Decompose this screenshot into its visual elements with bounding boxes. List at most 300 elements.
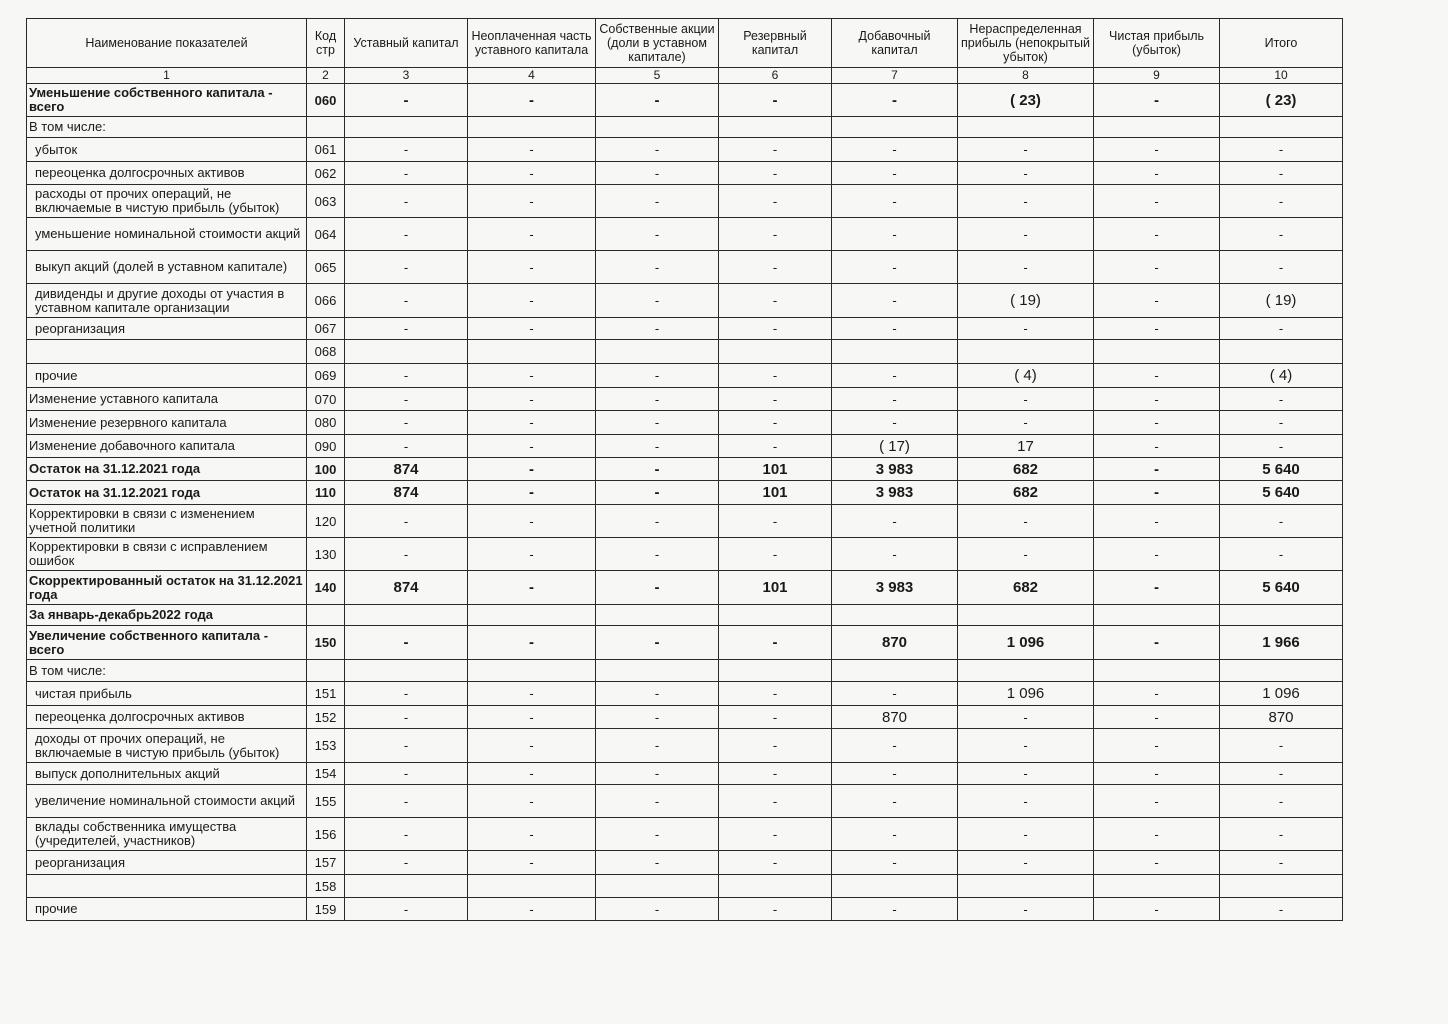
table-row <box>27 660 1343 682</box>
header-row <box>27 19 1343 68</box>
cell-col-6: - <box>719 729 832 763</box>
cell-col-9: - <box>1094 538 1220 571</box>
cell-col-6: - <box>719 538 832 571</box>
header-col-8: Нераспределенная прибыль (непокрытый убыток) <box>958 19 1094 68</box>
table-row <box>27 411 1343 435</box>
cell-col-9: - <box>1094 571 1220 605</box>
cell-col-5: - <box>596 706 719 729</box>
cell-col-8: - <box>958 185 1094 218</box>
cell-col-9 <box>1094 660 1220 682</box>
cell-col-9: - <box>1094 435 1220 458</box>
header-col-9: Чистая прибыль (убыток) <box>1094 19 1220 68</box>
cell-col-3: - <box>345 218 468 251</box>
cell-col-9: - <box>1094 898 1220 921</box>
cell-col-7: 3 983 <box>832 458 958 481</box>
cell-col-7: - <box>832 251 958 284</box>
row-code: 150 <box>307 626 345 660</box>
cell-col-5: - <box>596 729 719 763</box>
row-name: чистая прибыль <box>27 682 307 706</box>
cell-col-7 <box>832 875 958 898</box>
cell-col-3: - <box>345 251 468 284</box>
cell-col-4: - <box>468 481 596 505</box>
cell-col-4: - <box>468 818 596 851</box>
cell-col-3: - <box>345 538 468 571</box>
cell-col-10: - <box>1220 138 1343 162</box>
cell-col-3: - <box>345 318 468 340</box>
cell-col-6: - <box>719 284 832 318</box>
cell-col-10: - <box>1220 818 1343 851</box>
cell-col-4 <box>468 605 596 626</box>
row-code: 065 <box>307 251 345 284</box>
cell-col-5: - <box>596 763 719 785</box>
cell-col-5: - <box>596 898 719 921</box>
row-name: Изменение резервного капитала <box>27 411 307 435</box>
cell-col-3 <box>345 875 468 898</box>
row-code: 156 <box>307 818 345 851</box>
cell-col-9: - <box>1094 505 1220 538</box>
cell-col-6 <box>719 660 832 682</box>
cell-col-10: ( 23) <box>1220 84 1343 117</box>
cell-col-3: - <box>345 898 468 921</box>
cell-col-8: - <box>958 818 1094 851</box>
cell-col-4: - <box>468 435 596 458</box>
cell-col-7: - <box>832 538 958 571</box>
table-row <box>27 185 1343 218</box>
cell-col-4: - <box>468 388 596 411</box>
cell-col-10: 1 096 <box>1220 682 1343 706</box>
cell-col-3: - <box>345 284 468 318</box>
cell-col-9: - <box>1094 458 1220 481</box>
cell-col-5: - <box>596 505 719 538</box>
cell-col-9: - <box>1094 138 1220 162</box>
cell-col-5: - <box>596 364 719 388</box>
cell-col-6 <box>719 117 832 138</box>
cell-col-6: - <box>719 898 832 921</box>
cell-col-5: - <box>596 851 719 875</box>
row-code: 140 <box>307 571 345 605</box>
column-number: 6 <box>719 68 832 84</box>
cell-col-7: - <box>832 898 958 921</box>
cell-col-5: - <box>596 138 719 162</box>
row-name: расходы от прочих операций, не включаемые в чистую прибыль (убыток) <box>27 185 307 218</box>
cell-col-8 <box>958 340 1094 364</box>
cell-col-6 <box>719 875 832 898</box>
row-name: Уменьшение собственного капитала - всего <box>27 84 307 117</box>
row-code: 158 <box>307 875 345 898</box>
cell-col-5: - <box>596 284 719 318</box>
cell-col-6: - <box>719 706 832 729</box>
cell-col-4: - <box>468 763 596 785</box>
cell-col-6: - <box>719 505 832 538</box>
cell-col-3: - <box>345 851 468 875</box>
cell-col-5: - <box>596 571 719 605</box>
cell-col-7: - <box>832 185 958 218</box>
cell-col-8: 1 096 <box>958 682 1094 706</box>
cell-col-7: 3 983 <box>832 481 958 505</box>
cell-col-9: - <box>1094 388 1220 411</box>
cell-col-3 <box>345 605 468 626</box>
table-row <box>27 818 1343 851</box>
cell-col-3: 874 <box>345 481 468 505</box>
cell-col-10: - <box>1220 435 1343 458</box>
cell-col-3 <box>345 660 468 682</box>
cell-col-4: - <box>468 851 596 875</box>
header-code: Код стр <box>307 19 345 68</box>
cell-col-6: - <box>719 411 832 435</box>
cell-col-8: ( 23) <box>958 84 1094 117</box>
cell-col-8: ( 19) <box>958 284 1094 318</box>
cell-col-9: - <box>1094 411 1220 435</box>
cell-col-6: - <box>719 763 832 785</box>
row-name: реорганизация <box>27 851 307 875</box>
cell-col-8: - <box>958 218 1094 251</box>
cell-col-6: - <box>719 364 832 388</box>
cell-col-8 <box>958 605 1094 626</box>
cell-col-8: - <box>958 898 1094 921</box>
cell-col-5: - <box>596 435 719 458</box>
cell-col-7: - <box>832 138 958 162</box>
cell-col-9: - <box>1094 729 1220 763</box>
cell-col-5: - <box>596 818 719 851</box>
cell-col-9: - <box>1094 706 1220 729</box>
cell-col-3: - <box>345 364 468 388</box>
row-name: увеличение номинальной стоимости акций <box>27 785 307 818</box>
cell-col-5: - <box>596 785 719 818</box>
cell-col-4: - <box>468 706 596 729</box>
cell-col-10: - <box>1220 898 1343 921</box>
header-col-3: Уставный капитал <box>345 19 468 68</box>
table-row <box>27 481 1343 505</box>
cell-col-9: - <box>1094 818 1220 851</box>
table-row <box>27 318 1343 340</box>
cell-col-8: 1 096 <box>958 626 1094 660</box>
table-row <box>27 706 1343 729</box>
table-row <box>27 505 1343 538</box>
cell-col-7 <box>832 660 958 682</box>
row-code: 068 <box>307 340 345 364</box>
cell-col-5: - <box>596 481 719 505</box>
cell-col-7: - <box>832 785 958 818</box>
equity-changes-table <box>26 18 1343 921</box>
cell-col-9: - <box>1094 84 1220 117</box>
table-row <box>27 138 1343 162</box>
cell-col-6: 101 <box>719 571 832 605</box>
cell-col-5 <box>596 875 719 898</box>
cell-col-4: - <box>468 571 596 605</box>
cell-col-10: - <box>1220 851 1343 875</box>
cell-col-5 <box>596 660 719 682</box>
row-code: 062 <box>307 162 345 185</box>
cell-col-8 <box>958 117 1094 138</box>
cell-col-10: - <box>1220 185 1343 218</box>
row-code: 154 <box>307 763 345 785</box>
cell-col-4: - <box>468 682 596 706</box>
cell-col-8: - <box>958 851 1094 875</box>
cell-col-10: - <box>1220 388 1343 411</box>
row-code: 066 <box>307 284 345 318</box>
cell-col-9 <box>1094 340 1220 364</box>
table-row <box>27 729 1343 763</box>
row-name: Изменение уставного капитала <box>27 388 307 411</box>
row-code: 090 <box>307 435 345 458</box>
cell-col-8: 17 <box>958 435 1094 458</box>
cell-col-6: - <box>719 162 832 185</box>
cell-col-4: - <box>468 898 596 921</box>
cell-col-9: - <box>1094 785 1220 818</box>
cell-col-3: - <box>345 435 468 458</box>
row-name: реорганизация <box>27 318 307 340</box>
cell-col-6: - <box>719 626 832 660</box>
row-name: вклады собственника имущества (учредителей, участников) <box>27 818 307 851</box>
cell-col-3: - <box>345 785 468 818</box>
cell-col-10 <box>1220 117 1343 138</box>
cell-col-9 <box>1094 875 1220 898</box>
table-row <box>27 84 1343 117</box>
cell-col-8: - <box>958 763 1094 785</box>
cell-col-6: - <box>719 84 832 117</box>
cell-col-4: - <box>468 284 596 318</box>
row-code <box>307 660 345 682</box>
row-name: выкуп акций (долей в уставном капитале) <box>27 251 307 284</box>
row-code: 152 <box>307 706 345 729</box>
cell-col-10: ( 4) <box>1220 364 1343 388</box>
cell-col-6: - <box>719 818 832 851</box>
cell-col-4: - <box>468 218 596 251</box>
cell-col-4: - <box>468 185 596 218</box>
cell-col-9: - <box>1094 626 1220 660</box>
cell-col-7: - <box>832 818 958 851</box>
row-code: 080 <box>307 411 345 435</box>
cell-col-8 <box>958 875 1094 898</box>
cell-col-7: - <box>832 505 958 538</box>
row-name: переоценка долгосрочных активов <box>27 162 307 185</box>
row-code: 155 <box>307 785 345 818</box>
cell-col-4: - <box>468 729 596 763</box>
cell-col-5: - <box>596 162 719 185</box>
row-code: 069 <box>307 364 345 388</box>
cell-col-3: - <box>345 505 468 538</box>
row-code: 100 <box>307 458 345 481</box>
row-code: 157 <box>307 851 345 875</box>
cell-col-5: - <box>596 388 719 411</box>
cell-col-9: - <box>1094 162 1220 185</box>
row-name: В том числе: <box>27 660 307 682</box>
cell-col-10 <box>1220 340 1343 364</box>
cell-col-3: - <box>345 411 468 435</box>
cell-col-7: - <box>832 411 958 435</box>
row-name: убыток <box>27 138 307 162</box>
cell-col-8: - <box>958 388 1094 411</box>
header-col-6: Резервный капитал <box>719 19 832 68</box>
cell-col-10: - <box>1220 251 1343 284</box>
cell-col-7: 870 <box>832 626 958 660</box>
cell-col-4: - <box>468 458 596 481</box>
cell-col-10: - <box>1220 763 1343 785</box>
cell-col-5 <box>596 605 719 626</box>
cell-col-7: - <box>832 364 958 388</box>
cell-col-9: - <box>1094 851 1220 875</box>
table-row <box>27 875 1343 898</box>
cell-col-10: - <box>1220 162 1343 185</box>
table-row <box>27 538 1343 571</box>
cell-col-8: - <box>958 729 1094 763</box>
cell-col-7: ( 17) <box>832 435 958 458</box>
cell-col-4 <box>468 340 596 364</box>
cell-col-6: - <box>719 388 832 411</box>
header-col-5: Собственные акции (доли в уставном капитале) <box>596 19 719 68</box>
row-name: В том числе: <box>27 117 307 138</box>
table-row <box>27 162 1343 185</box>
cell-col-7: - <box>832 84 958 117</box>
column-number: 9 <box>1094 68 1220 84</box>
row-code: 159 <box>307 898 345 921</box>
cell-col-6: - <box>719 185 832 218</box>
cell-col-5: - <box>596 185 719 218</box>
cell-col-3: 874 <box>345 458 468 481</box>
cell-col-5 <box>596 340 719 364</box>
cell-col-5 <box>596 117 719 138</box>
cell-col-3 <box>345 340 468 364</box>
cell-col-4: - <box>468 251 596 284</box>
cell-col-8: - <box>958 538 1094 571</box>
cell-col-4: - <box>468 411 596 435</box>
cell-col-3: - <box>345 706 468 729</box>
cell-col-8: - <box>958 505 1094 538</box>
cell-col-10: - <box>1220 505 1343 538</box>
cell-col-6 <box>719 340 832 364</box>
cell-col-3: - <box>345 84 468 117</box>
cell-col-10 <box>1220 875 1343 898</box>
cell-col-6: - <box>719 785 832 818</box>
cell-col-9 <box>1094 605 1220 626</box>
cell-col-7 <box>832 605 958 626</box>
cell-col-7: - <box>832 162 958 185</box>
cell-col-8: ( 4) <box>958 364 1094 388</box>
cell-col-6: - <box>719 682 832 706</box>
cell-col-7: - <box>832 729 958 763</box>
cell-col-7 <box>832 340 958 364</box>
cell-col-6: 101 <box>719 481 832 505</box>
cell-col-5: - <box>596 84 719 117</box>
row-code: 070 <box>307 388 345 411</box>
header-name: Наименование показателей <box>27 19 307 68</box>
cell-col-10: - <box>1220 729 1343 763</box>
cell-col-10: 5 640 <box>1220 458 1343 481</box>
cell-col-5: - <box>596 411 719 435</box>
table-row <box>27 785 1343 818</box>
row-code: 120 <box>307 505 345 538</box>
cell-col-8: 682 <box>958 481 1094 505</box>
table-row <box>27 284 1343 318</box>
header-col-4: Неоплаченная часть уставного капитала <box>468 19 596 68</box>
cell-col-7: - <box>832 851 958 875</box>
table-row <box>27 458 1343 481</box>
cell-col-9: - <box>1094 218 1220 251</box>
cell-col-6: - <box>719 251 832 284</box>
cell-col-8: 682 <box>958 458 1094 481</box>
cell-col-10: - <box>1220 785 1343 818</box>
row-code: 153 <box>307 729 345 763</box>
cell-col-4: - <box>468 318 596 340</box>
table-row <box>27 251 1343 284</box>
table-row <box>27 605 1343 626</box>
cell-col-6: - <box>719 318 832 340</box>
cell-col-4: - <box>468 538 596 571</box>
row-name: Остаток на 31.12.2021 года <box>27 481 307 505</box>
cell-col-4: - <box>468 626 596 660</box>
row-code: 064 <box>307 218 345 251</box>
table-row <box>27 364 1343 388</box>
cell-col-3: - <box>345 682 468 706</box>
cell-col-5: - <box>596 626 719 660</box>
cell-col-6: - <box>719 435 832 458</box>
cell-col-10: - <box>1220 318 1343 340</box>
column-number: 4 <box>468 68 596 84</box>
row-name: Остаток на 31.12.2021 года <box>27 458 307 481</box>
cell-col-3: - <box>345 763 468 785</box>
table-row <box>27 340 1343 364</box>
table-body <box>27 84 1343 921</box>
row-code: 151 <box>307 682 345 706</box>
row-name: Корректировки в связи с исправлением ошибок <box>27 538 307 571</box>
cell-col-10: - <box>1220 218 1343 251</box>
table-row <box>27 898 1343 921</box>
cell-col-9 <box>1094 117 1220 138</box>
row-name: доходы от прочих операций, не включаемые в чистую прибыль (убыток) <box>27 729 307 763</box>
header-col-7: Добавочный капитал <box>832 19 958 68</box>
table-row <box>27 851 1343 875</box>
cell-col-3: - <box>345 185 468 218</box>
table-row <box>27 571 1343 605</box>
column-number: 10 <box>1220 68 1343 84</box>
cell-col-3: - <box>345 138 468 162</box>
row-name: Скорректированный остаток на 31.12.2021 года <box>27 571 307 605</box>
cell-col-4: - <box>468 138 596 162</box>
cell-col-10: 5 640 <box>1220 571 1343 605</box>
cell-col-3: - <box>345 818 468 851</box>
cell-col-8: 682 <box>958 571 1094 605</box>
cell-col-3: 874 <box>345 571 468 605</box>
row-name: За январь-декабрь2022 года <box>27 605 307 626</box>
column-number-row <box>27 68 1343 84</box>
row-name <box>27 340 307 364</box>
cell-col-10: 5 640 <box>1220 481 1343 505</box>
column-number: 2 <box>307 68 345 84</box>
cell-col-4: - <box>468 84 596 117</box>
cell-col-9: - <box>1094 185 1220 218</box>
cell-col-3: - <box>345 162 468 185</box>
cell-col-5: - <box>596 538 719 571</box>
row-name: прочие <box>27 898 307 921</box>
cell-col-9: - <box>1094 251 1220 284</box>
header-col-10: Итого <box>1220 19 1343 68</box>
row-name: уменьшение номинальной стоимости акций <box>27 218 307 251</box>
cell-col-7: - <box>832 682 958 706</box>
cell-col-8: - <box>958 411 1094 435</box>
cell-col-8: - <box>958 251 1094 284</box>
cell-col-4: - <box>468 785 596 818</box>
cell-col-7: - <box>832 318 958 340</box>
cell-col-9: - <box>1094 364 1220 388</box>
column-number: 8 <box>958 68 1094 84</box>
row-name: прочие <box>27 364 307 388</box>
column-number: 5 <box>596 68 719 84</box>
cell-col-9: - <box>1094 284 1220 318</box>
cell-col-4 <box>468 660 596 682</box>
cell-col-3: - <box>345 729 468 763</box>
cell-col-6 <box>719 605 832 626</box>
cell-col-4: - <box>468 505 596 538</box>
